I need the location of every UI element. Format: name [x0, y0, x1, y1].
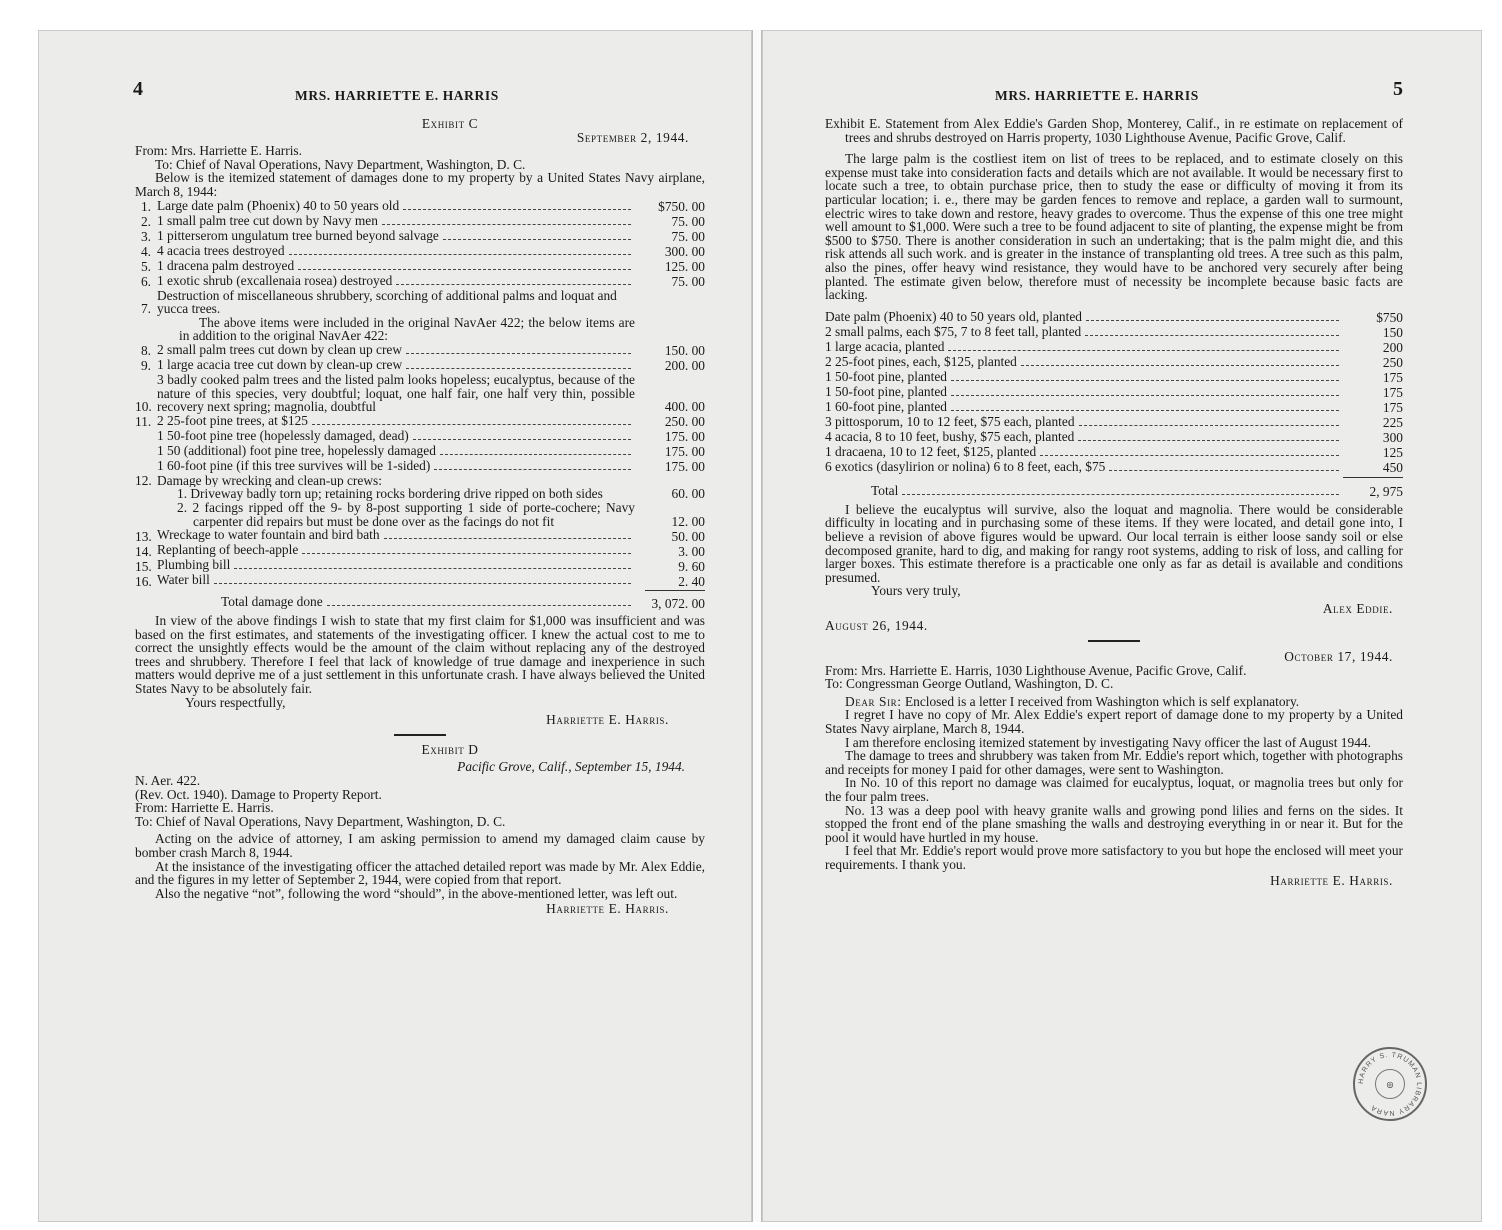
exhibit-e-closing: Yours very truly, — [871, 583, 961, 599]
damage-item — [135, 358, 705, 373]
item-number: 15. — [135, 558, 152, 574]
item-amount: 12. 00 — [671, 513, 705, 529]
section-divider — [394, 734, 446, 736]
item-text: 3 badly cooked palm trees and the listed palm looks hopeless; eucalyptus, because of the nature of this species, very doubtful; loquat, one half fair, one half very thin, possible recovery next spring; magnolia, doubtful — [157, 372, 635, 414]
estimate-amount: 175 — [1382, 400, 1403, 416]
item-amount: 60. 00 — [671, 486, 705, 502]
letter-paragraph-6: No. 13 was a deep pool with heavy granite walls and growing pond lilies and ferns on the sides. It stopped the front end of the plane smashing the walls and destroying everything in or near it. But for the pool it would have hurtled in my house. — [825, 802, 1403, 845]
damage-item — [135, 274, 705, 289]
damage-item — [135, 244, 705, 259]
exhibit-d-signature: Harriette E. Harris. — [546, 901, 669, 917]
damage-item — [135, 229, 705, 244]
letter-signature: Harriette E. Harris. — [1270, 872, 1393, 888]
right-page-content — [825, 78, 1403, 888]
estimate-text: 1 50-foot pine, planted — [825, 369, 947, 384]
item-text: Damage by wrecking and clean-up crews: — [157, 473, 382, 488]
damage-item — [135, 343, 705, 358]
item-amount: 400. 00 — [664, 399, 705, 415]
estimate-amount: $750 — [1376, 310, 1403, 326]
item-text: 2. 2 facings ripped off the 9- by 8-post supporting 1 side of porte-cochere; Navy carpenter did repairs but must be done over as the facings do not fit — [177, 500, 635, 529]
item-number: 7. — [140, 301, 151, 317]
exhibit-d-from: From: Harriette E. Harris. — [135, 800, 274, 816]
item-amount: 200. 00 — [664, 358, 705, 374]
item-text: 1 50-foot pine tree (hopelessly damaged, dead) — [157, 428, 409, 443]
exhibit-c-intro: Below is the itemized statement of damages done to my property by a United States Navy airplane, March 8, 1944: — [135, 170, 705, 199]
damage-item — [135, 558, 705, 573]
stamp-ring-text — [1353, 1047, 1427, 1121]
item-text: 1 pitterserom ungulatum tree burned beyond salvage — [157, 228, 439, 243]
exhibit-d-to: To: Chief of Naval Operations, Navy Department, Washington, D. C. — [135, 813, 506, 829]
exhibit-d-heading: Exhibit D — [421, 741, 479, 757]
item-text: Replanting of beech-apple — [157, 543, 299, 558]
damage-item — [135, 373, 705, 414]
exhibit-e-date: August 26, 1944. — [825, 618, 928, 634]
exhibit-e-intro: Exhibit E. Statement from Alex Eddie's Garden Shop, Monterey, Calif., in re estimate on replacement of trees and shrubs destroyed on Harris property, 1030 Lighthouse Avenue, Pacific Grove, Calif. — [825, 116, 1403, 145]
letter-to: To: Congressman George Outland, Washington, D. C. — [825, 676, 1114, 692]
damage-item — [135, 474, 705, 488]
item-number: 3. — [140, 228, 151, 244]
estimate-text: Date palm (Phoenix) 40 to 50 years old, planted — [825, 309, 1082, 324]
svg-text:HARRY S. TRUMAN LIBRARY NARA: HARRY S. TRUMAN LIBRARY NARA — [1357, 1051, 1423, 1117]
exhibit-e-paragraph-2: I believe the eucalyptus will survive, also the loquat and magnolia. There would be considerable difficulty in locating and in purchasing some of these items. If they were located, and detail gone into, I believe a revision of above figures would be upward. Our local terrain is either loose sandy soil or else decomposed granite, hard to dig, and making for rangy root systems, adding to risk of loss, and calling for larger boxes. This estimate therefore is a practicable one only as far as detail is available and conditions presumed. — [825, 501, 1403, 585]
item-text: 2 small palm trees cut down by clean up crew — [157, 342, 403, 357]
estimate-amount: 175 — [1382, 385, 1403, 401]
item-amount: 250. 00 — [664, 414, 705, 430]
exhibit-d-place-date: Pacific Grove, Calif., September 15, 1944. — [457, 759, 685, 775]
item-text: 2 25-foot pine trees, at $125 — [157, 413, 308, 428]
stamp-center: ◎ — [1375, 1069, 1405, 1099]
exhibit-d-paragraph-3: Also the negative “not”, following the word “should”, in the above-mentioned letter, was left out. — [155, 885, 678, 901]
item-number: 11. — [135, 414, 152, 430]
exhibit-d-paragraph-2: At the insistance of the investigating officer the attached detailed report was made by Mr. Alex Eddie, and the figures in my letter of September 2, 1944, were copied from that report. — [135, 858, 705, 888]
item-text: 1 dracena palm destroyed — [157, 258, 295, 273]
right-page-header — [825, 78, 1403, 105]
left-page-header — [133, 78, 705, 105]
left-page-content — [133, 78, 705, 917]
left-page — [38, 30, 752, 1222]
exhibit-d-paragraph-1: Acting on the advice of attorney, I am asking permission to amend my damaged claim cause by bomber crash March 8, 1944. — [135, 831, 705, 860]
damage-item — [135, 414, 705, 429]
item-amount: 175. 00 — [664, 429, 705, 445]
total-amount: 3, 072. 00 — [651, 595, 705, 611]
estimate-total-row — [825, 484, 1403, 499]
letter-paragraph-3: I am therefore enclosing itemized statement by investigating Navy officer the last of August 1944. — [845, 734, 1371, 750]
estimate-text: 1 50-foot pine, planted — [825, 384, 947, 399]
estimate-row — [825, 340, 1403, 355]
estimate-text: 6 exotics (dasylirion or nolina) 6 to 8 feet, each, $75 — [825, 459, 1106, 474]
estimate-row — [825, 400, 1403, 415]
page-number: 4 — [133, 78, 143, 100]
letter-paragraph-1: Dear Sir: Enclosed is a letter I received from Washington which is self explanatory. — [845, 693, 1300, 709]
damage-item — [135, 543, 705, 558]
exhibit-c-items-b — [135, 343, 705, 588]
estimate-row — [825, 325, 1403, 340]
total-damage-row — [135, 595, 705, 610]
navaer-note: The above items were included in the original NavAer 422; the below items are in addition to the original NavAer 422: — [179, 314, 635, 344]
estimate-total-amount: 2, 975 — [1369, 484, 1403, 500]
page-number: 5 — [1393, 78, 1403, 100]
estimate-amount: 450 — [1382, 460, 1403, 476]
estimate-row — [825, 415, 1403, 430]
item-number: 13. — [135, 528, 152, 544]
item-number: 6. — [140, 273, 151, 289]
item-amount: 300. 00 — [664, 243, 705, 259]
item-text: Large date palm (Phoenix) 40 to 50 years old — [157, 198, 400, 213]
item-amount: 175. 00 — [664, 459, 705, 475]
item-amount: $750. 00 — [658, 198, 705, 214]
exhibit-c-closing-paragraph: In view of the above findings I wish to state that my first claim for $1,000 was insufficient and was based on the first estimates, and statements of the investigating officer. I knew the actual cost to me to correct the unsightly effects would be the amount of the claim without replacing any of the destroyed trees and shrubbery. Therefore I feel that lack of knowledge of true damage and inexperience in such matters would deprive me of a just settlement in this unfortunate crash. I have always believed the United States Navy to be absolutely fair. — [135, 613, 705, 697]
item-amount: 50. 00 — [671, 528, 705, 544]
estimate-row — [825, 310, 1403, 325]
estimate-amount: 300 — [1382, 430, 1403, 446]
letter-paragraph-5: In No. 10 of this report no damage was claimed for eucalyptus, loquat, or magnolia trees but only for the four palm trees. — [825, 775, 1403, 804]
estimate-amount: 250 — [1382, 355, 1403, 371]
estimate-row — [825, 385, 1403, 400]
item-amount: 75. 00 — [671, 213, 705, 229]
item-amount: 75. 00 — [671, 273, 705, 289]
exhibit-c-heading: Exhibit C — [421, 116, 479, 131]
exhibit-c-signature: Harriette E. Harris. — [546, 712, 669, 728]
total-label: Total damage done — [221, 595, 323, 610]
item-text: 1 small palm tree cut down by Navy men — [157, 213, 378, 228]
item-amount: 2. 40 — [678, 573, 705, 589]
estimate-amount: 125 — [1382, 445, 1403, 461]
item-text: Water bill — [157, 573, 210, 588]
letter-paragraph-4: The damage to trees and shrubbery was taken from Mr. Eddie's report which, together with photographs and receipts for money I paid for other damages, were sent to Washington. — [825, 748, 1403, 777]
estimate-row — [825, 460, 1403, 475]
item-amount: 125. 00 — [664, 258, 705, 274]
letter-paragraph-7: I feel that Mr. Eddie's report would prove more satisfactory to you but hope the enclosed will meet your requirements. I thank you. — [825, 843, 1403, 872]
estimate-row — [825, 445, 1403, 460]
damage-item — [135, 214, 705, 229]
exhibit-c-items-a — [135, 199, 705, 316]
item-amount: 9. 60 — [678, 558, 705, 574]
item-amount: 175. 00 — [664, 444, 705, 460]
damage-subitem — [135, 501, 705, 528]
item-text: 1 60-foot pine (if this tree survives will be 1-sided) — [157, 458, 431, 473]
exhibit-c-salutation: Yours respectfully, — [185, 694, 286, 710]
exhibit-c-date: September 2, 1944. — [576, 129, 689, 145]
damage-item — [135, 199, 705, 214]
item-number: 8. — [140, 343, 151, 359]
item-number: 1. — [140, 198, 151, 214]
exhibit-e-paragraph-1: The large palm is the costliest item on list of trees to be replaced, and to estimate closely on this expense must take into consideration facts and details which are not available. It would be necessary first to locate such a tree, to obtain purchase price, then to study the ease or difficulty of moving it from its particular location; i. e., there may be garden fences to remove and replace, a garden wall to surmount, electric wires to take down and restore, heavy grades to overcome. Thus the expense of this one tree might well amount to $1,000. Were such a tree to be found adjacent to site of planting, the expense might be from $500 to $750. There is another consideration in such an undertaking; that is the palm might die, and this risk attends all such work. and is greater in the instance of transplanting old trees. A tree such as this palm, also the pines, offer heavy wind resistance, they would have to be anchored very securely after being planted. The estimate given below, therefore must of necessity be incomplete because basic facts are lacking. — [825, 151, 1403, 303]
item-number: 2. — [140, 213, 151, 229]
damage-subitem — [135, 487, 705, 501]
item-text: 1. Driveway badly torn up; retaining rocks bordering drive ripped on both sides — [177, 487, 603, 501]
item-number: 12. — [135, 472, 152, 488]
letter-date: October 17, 1944. — [1284, 649, 1393, 665]
estimate-amount: 175 — [1382, 370, 1403, 386]
estimate-list — [825, 310, 1403, 475]
item-text: Plumbing bill — [157, 558, 231, 573]
estimate-text: 4 acacia, 8 to 10 feet, bushy, $75 each, planted — [825, 429, 1075, 444]
letter-salutation: Dear Sir: — [845, 693, 902, 709]
item-text: Wreckage to water fountain and bird bath — [157, 528, 380, 543]
estimate-row — [825, 370, 1403, 385]
estimate-amount: 200 — [1382, 340, 1403, 356]
item-number: 5. — [140, 258, 151, 274]
item-number: 14. — [135, 543, 152, 559]
damage-item — [135, 459, 705, 474]
item-amount: 75. 00 — [671, 228, 705, 244]
estimate-total-label: Total — [871, 483, 899, 498]
exhibit-d-form-line-1: N. Aer. 422. — [135, 773, 201, 789]
running-title: MRS. HARRIETTE E. HARRIS — [995, 88, 1199, 103]
book-gutter — [752, 30, 762, 1222]
damage-item — [135, 429, 705, 444]
damage-item — [135, 528, 705, 543]
estimate-text: 1 60-foot pine, planted — [825, 399, 947, 414]
estimate-row — [825, 355, 1403, 370]
item-text: 1 exotic shrub (excallenaia rosea) destroyed — [157, 273, 393, 288]
estimate-amount: 150 — [1382, 325, 1403, 341]
item-amount: 150. 00 — [664, 343, 705, 359]
letter-paragraph-2: I regret I have no copy of Mr. Alex Eddie's expert report of damage done to my property by a United States Navy airplane, March 8, 1944. — [825, 707, 1403, 737]
running-title: MRS. HARRIETTE E. HARRIS — [295, 88, 499, 103]
item-text: 1 large acacia tree cut down by clean-up crew — [157, 357, 403, 372]
damage-item — [135, 289, 705, 316]
item-text: 1 50 (additional) foot pine tree, hopelessly damaged — [157, 443, 436, 458]
exhibit-d-form-line-2: (Rev. Oct. 1940). Damage to Property Report. — [135, 786, 382, 802]
estimate-text: 1 dracaena, 10 to 12 feet, $125, planted — [825, 444, 1037, 459]
exhibit-e-signature: Alex Eddie. — [1322, 600, 1393, 616]
letter-from: From: Mrs. Harriette E. Harris, 1030 Lighthouse Avenue, Pacific Grove, Calif. — [825, 662, 1247, 678]
item-number: 9. — [140, 358, 151, 374]
item-number: 4. — [140, 243, 151, 259]
item-number: 10. — [135, 399, 152, 415]
item-text: Destruction of miscellaneous shrubbery, scorching of additional palms and loquat and yucca trees. — [157, 288, 617, 316]
item-text: 4 acacia trees destroyed — [157, 243, 285, 258]
section-divider — [1088, 640, 1140, 642]
estimate-text: 3 pittosporum, 10 to 12 feet, $75 each, planted — [825, 414, 1075, 429]
damage-item — [135, 573, 705, 588]
item-amount: 3. 00 — [678, 543, 705, 559]
estimate-amount: 225 — [1382, 415, 1403, 431]
truman-library-stamp — [1353, 1047, 1427, 1121]
estimate-text: 2 small palms, each $75, 7 to 8 feet tall, planted — [825, 324, 1082, 339]
estimate-text: 2 25-foot pines, each, $125, planted — [825, 354, 1017, 369]
exhibit-c-from: From: Mrs. Harriette E. Harris. — [135, 143, 302, 159]
estimate-row — [825, 430, 1403, 445]
damage-item — [135, 259, 705, 274]
damage-item — [135, 444, 705, 459]
exhibit-c-to: To: Chief of Naval Operations, Navy Department, Washington, D. C. — [155, 156, 526, 172]
item-number: 16. — [135, 573, 152, 589]
estimate-text: 1 large acacia, planted — [825, 339, 945, 354]
right-page — [762, 30, 1482, 1222]
